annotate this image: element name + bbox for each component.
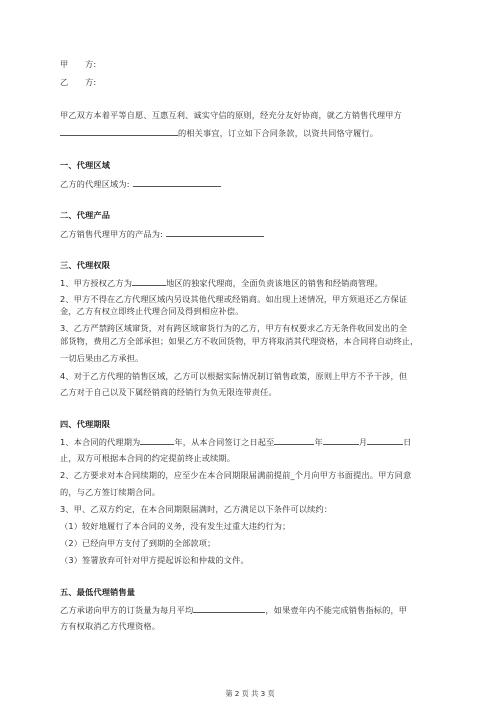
s4-p1-a: 1、本合同的代理期为	[60, 437, 141, 447]
blank-region	[133, 178, 221, 187]
s3-p4-l1: 4、对于乙方代理的销售区域，乙方可以根据实际情况制订销售政策，原则上甲方不予干涉，但	[60, 371, 408, 381]
s3-p1-a: 1、甲方授权乙方为	[60, 278, 133, 288]
blank-end-month	[323, 436, 359, 445]
section-1-text	[60, 178, 445, 190]
s4-p2-l1: 2、乙方要求对本合同续期的，应至少在本合同期限届满前提前_个月向甲方书面提出。甲方同意	[60, 470, 412, 480]
section-1-title: 一、代理区域	[60, 160, 111, 170]
s5-l1	[60, 604, 445, 616]
s3-p3-l3: 一切后果由乙方承担。	[60, 353, 144, 363]
intro-line-2-text: 的相关事宜，订立如下合同条款，以资共同恪守履行。	[178, 128, 379, 138]
intro-line-2	[60, 127, 445, 139]
party-a-label: 甲 方:	[60, 59, 97, 69]
s4-p1-l1	[60, 436, 445, 448]
section-2-text	[60, 228, 445, 240]
s4-p1-c: 年	[314, 437, 323, 447]
s3-p3-l1: 3、乙方严禁跨区域窜货，对有跨区域窜货行为的乙方，甲方有权要求乙方无条件收回发出的全	[60, 323, 408, 333]
s4-c2: （2）已经向甲方支付了到期的全部款项；	[60, 538, 216, 548]
s3-p3-l2: 部货物，费用乙方全部承担；如果乙方不收回货物，甲方将取消其代理资格，本合同将自动终止，	[60, 336, 419, 346]
region-label: 乙方的代理区域为:	[60, 179, 130, 189]
s3-p1	[60, 277, 445, 289]
section-2-title: 二、代理产品	[60, 210, 111, 220]
blank-end-year	[274, 436, 314, 445]
section-5-title: 五、最低代理销售量	[60, 587, 136, 597]
s3-p2-l1: 2、甲方不得在乙方代理区域内另设其他代理或经销商。如出现上述情况，甲方须退还乙方保证	[60, 294, 408, 304]
s4-p1-e: 日	[403, 437, 412, 447]
s5-l1-b: ，如果壹年内不能完成销售指标的，甲	[265, 605, 408, 615]
blank-area	[132, 277, 166, 286]
s4-p1-b: 年，从本合同签订之日起至	[174, 437, 275, 447]
s3-p4-l2: 乙方对于自己以及下属经销商的经销行为负无限连带责任。	[60, 387, 277, 397]
s3-p1-b: 地区的独家代理商，全面负责该地区的销售和经销商管理。	[166, 278, 383, 288]
product-label: 乙方销售代理甲方的产品为:	[60, 229, 163, 239]
blank-product	[166, 228, 264, 237]
s4-p1-d: 月	[358, 437, 368, 447]
blank-monthly-volume	[193, 604, 265, 613]
section-4-title: 四、代理期限	[60, 419, 111, 429]
intro-line-1: 甲乙双方本着平等自愿、互惠互利、诚实守信的原则，经充分友好协商，就乙方销售代理甲方	[60, 110, 402, 120]
s5-l2: 方有权取消乙方代理资格。	[60, 621, 161, 631]
s4-c1: （1）较好地履行了本合同的义务，没有发生过重大违约行为；	[60, 521, 291, 531]
page-number-footer: 第 2 页 共 3 页	[225, 689, 275, 698]
s4-c3: （3）签署放弃可针对甲方提起诉讼和仲裁的文件。	[60, 555, 249, 565]
s5-l1-a: 乙方承诺向甲方的订货量为每月平均	[60, 605, 194, 615]
party-b-label: 乙 方:	[60, 77, 97, 87]
s3-p2-l2: 金，乙方有权立即终止代理合同及得到相应补偿。	[60, 306, 244, 316]
s4-p2-l2: 的，与乙方签订续期合同。	[60, 487, 161, 497]
section-3-title: 三、代理权限	[60, 260, 111, 270]
s4-p3: 3、甲、乙双方约定，在本合同期限届满时，乙方满足以下条件可以续约：	[60, 504, 333, 514]
blank-years	[140, 436, 174, 445]
s4-p1-l2: 止，双方可根据本合同的约定提前终止或续期。	[60, 453, 236, 463]
blank-end-day	[367, 436, 403, 445]
blank-product-line	[60, 127, 178, 136]
